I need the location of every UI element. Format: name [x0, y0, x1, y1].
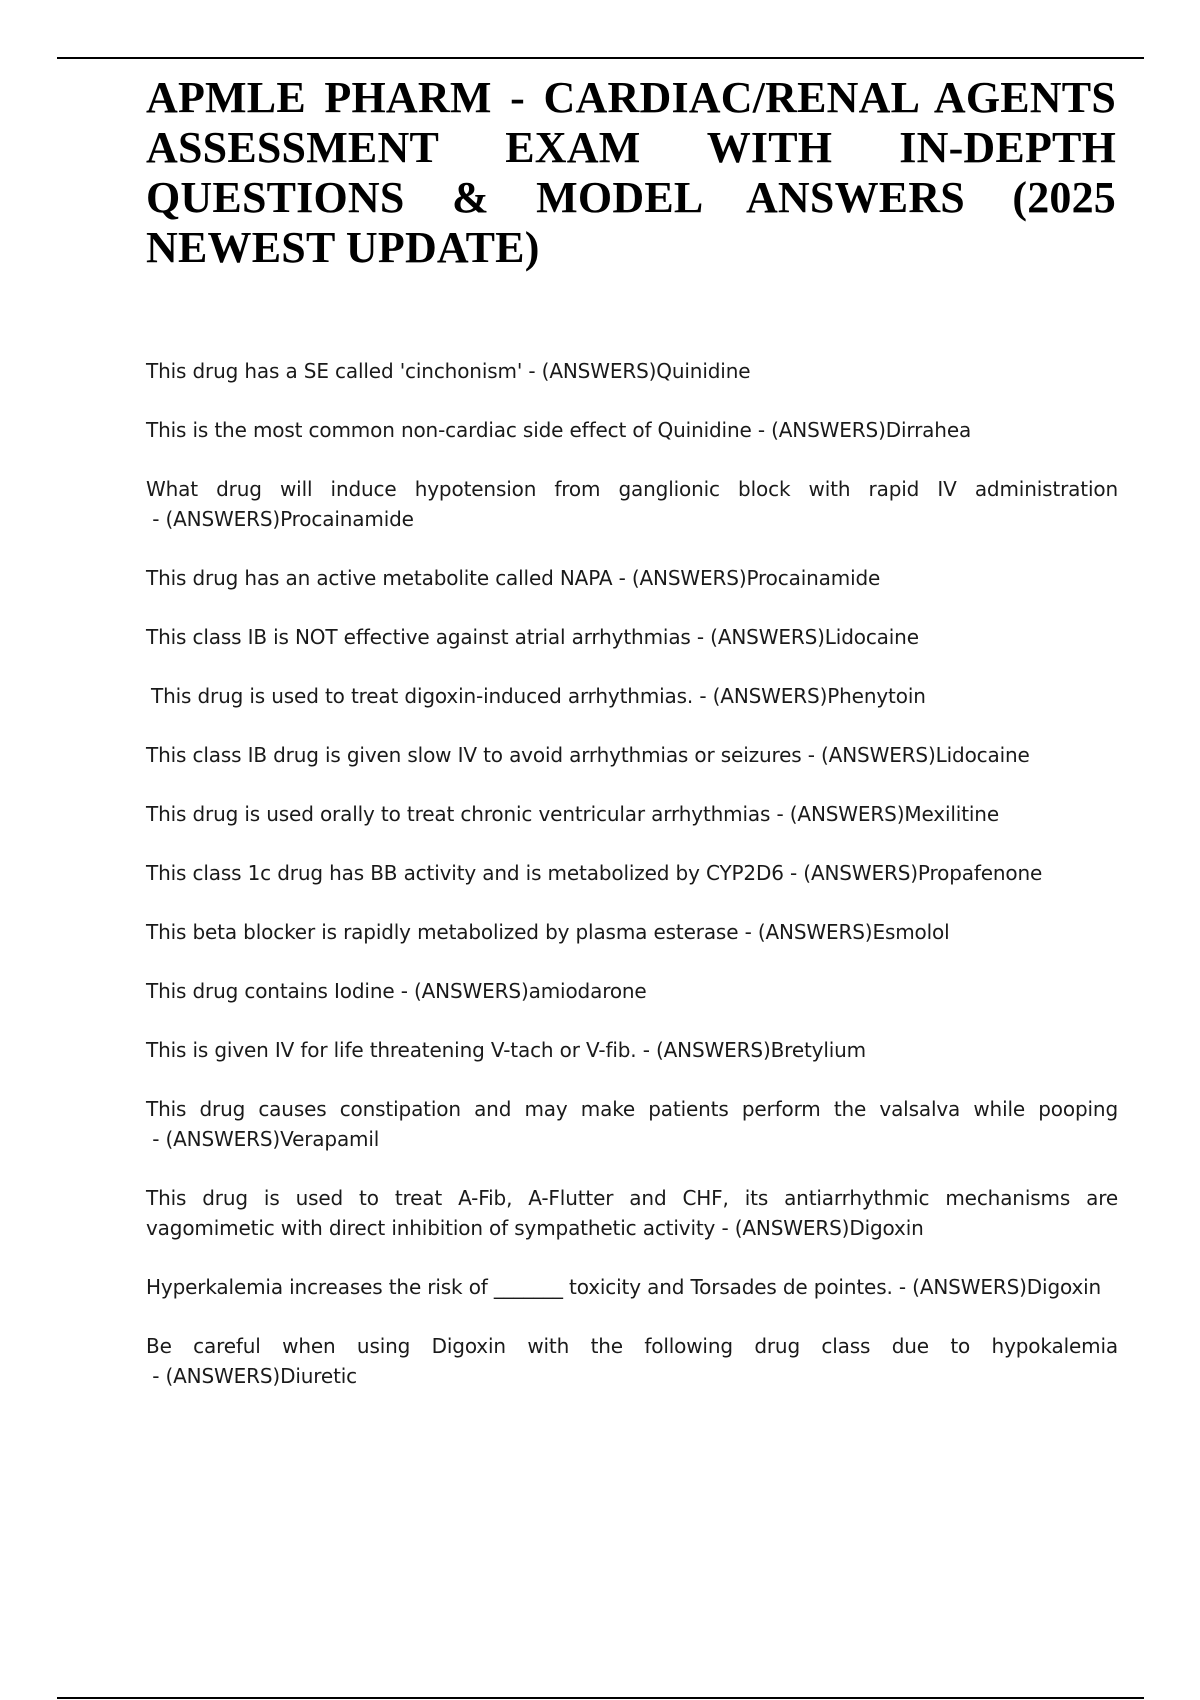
- answer-marker: - (ANSWERS): [892, 1275, 1027, 1299]
- question-text: This drug causes constipation and may make patients perform the valsalva while pooping: [146, 1097, 1118, 1121]
- answer-marker: - (ANSWERS): [146, 1364, 281, 1388]
- qa-item: [146, 1331, 1118, 1391]
- question-text: This beta blocker is rapidly metabolized by plasma esterase: [146, 920, 739, 944]
- answer-marker: - (ANSWERS): [636, 1038, 771, 1062]
- answer-marker: - (ANSWERS): [801, 743, 936, 767]
- question-text: This class IB is NOT effective against atrial arrhythmias: [146, 625, 691, 649]
- qa-item: [146, 917, 1118, 947]
- answer-marker: - (ANSWERS): [522, 359, 657, 383]
- qa-item: [146, 415, 1118, 445]
- question-text: This drug has a SE called 'cinchonism': [146, 359, 523, 383]
- answer-text: Lidocaine: [824, 625, 919, 649]
- question-text: This class 1c drug has BB activity and is metabolized by CYP2D6: [146, 861, 784, 885]
- answer-marker: - (ANSWERS): [738, 920, 873, 944]
- answer-text: Propafenone: [917, 861, 1043, 885]
- qa-list: [146, 356, 1118, 1420]
- answer-marker: - (ANSWERS): [783, 861, 918, 885]
- answer-text: Dirrahea: [885, 418, 972, 442]
- answer-marker: - (ANSWERS): [690, 625, 825, 649]
- qa-item: [146, 681, 1118, 711]
- page-title: APMLE PHARM - CARDIAC/RENAL AGENTS ASSESSMENT EXAM WITH IN-DEPTH QUESTIONS & MODEL ANSWERS (2025 NEWEST UPDATE): [146, 73, 1116, 272]
- answer-text: Procainamide: [746, 566, 881, 590]
- answer-text: Procainamide: [280, 507, 414, 531]
- answer-text: Quinidine: [656, 359, 751, 383]
- question-text: This drug is used to treat digoxin-induced arrhythmias.: [151, 684, 694, 708]
- question-text: Be careful when using Digoxin with the following drug class due to hypokalemia: [146, 1334, 1118, 1358]
- answer-text: Verapamil: [280, 1127, 380, 1151]
- qa-item: [146, 799, 1118, 829]
- question-text: What drug will induce hypotension from ganglionic block with rapid IV administration: [146, 477, 1118, 501]
- qa-item: [146, 1183, 1118, 1243]
- answer-marker: - (ANSWERS): [715, 1216, 850, 1240]
- answer-text: Esmolol: [872, 920, 950, 944]
- qa-item: [146, 740, 1118, 770]
- answer-marker: - (ANSWERS): [394, 979, 529, 1003]
- bottom-divider: [57, 1697, 1144, 1699]
- qa-item: [146, 474, 1118, 534]
- answer-text: Mexilitine: [904, 802, 999, 826]
- answer-text: Lidocaine: [935, 743, 1030, 767]
- answer-text: Diuretic: [280, 1364, 358, 1388]
- qa-item: [146, 976, 1118, 1006]
- qa-item: [146, 622, 1118, 652]
- qa-item: [146, 1272, 1118, 1302]
- question-text: Hyperkalemia increases the risk of _______ toxicity and Torsades de pointes.: [146, 1275, 893, 1299]
- answer-marker: - (ANSWERS): [751, 418, 886, 442]
- answer-text: Phenytoin: [827, 684, 926, 708]
- question-text: This class IB drug is given slow IV to avoid arrhythmias or seizures: [146, 743, 802, 767]
- qa-item: [146, 563, 1118, 593]
- question-text: This is the most common non-cardiac side effect of Quinidine: [146, 418, 752, 442]
- qa-item: [146, 858, 1118, 888]
- answer-marker: - (ANSWERS): [693, 684, 828, 708]
- answer-text: amiodarone: [528, 979, 647, 1003]
- question-text: This drug is used to treat A-Fib, A-Flutter and CHF, its antiarrhythmic mechanisms are vagomimetic with direct inhibition of sympathetic activity: [146, 1186, 1118, 1240]
- question-text: This is given IV for life threatening V-tach or V-fib.: [146, 1038, 637, 1062]
- answer-marker: - (ANSWERS): [612, 566, 747, 590]
- top-divider: [57, 57, 1144, 59]
- question-text: This drug has an active metabolite called NAPA: [146, 566, 613, 590]
- qa-item: [146, 1035, 1118, 1065]
- answer-text: Digoxin: [849, 1216, 924, 1240]
- answer-marker: - (ANSWERS): [146, 1127, 281, 1151]
- answer-text: Bretylium: [770, 1038, 867, 1062]
- question-text: This drug is used orally to treat chronic ventricular arrhythmias: [146, 802, 771, 826]
- answer-text: Digoxin: [1026, 1275, 1102, 1299]
- question-text: This drug contains Iodine: [146, 979, 395, 1003]
- answer-marker: - (ANSWERS): [770, 802, 905, 826]
- qa-item: [146, 356, 1118, 386]
- answer-marker: - (ANSWERS): [146, 507, 281, 531]
- qa-item: [146, 1094, 1118, 1154]
